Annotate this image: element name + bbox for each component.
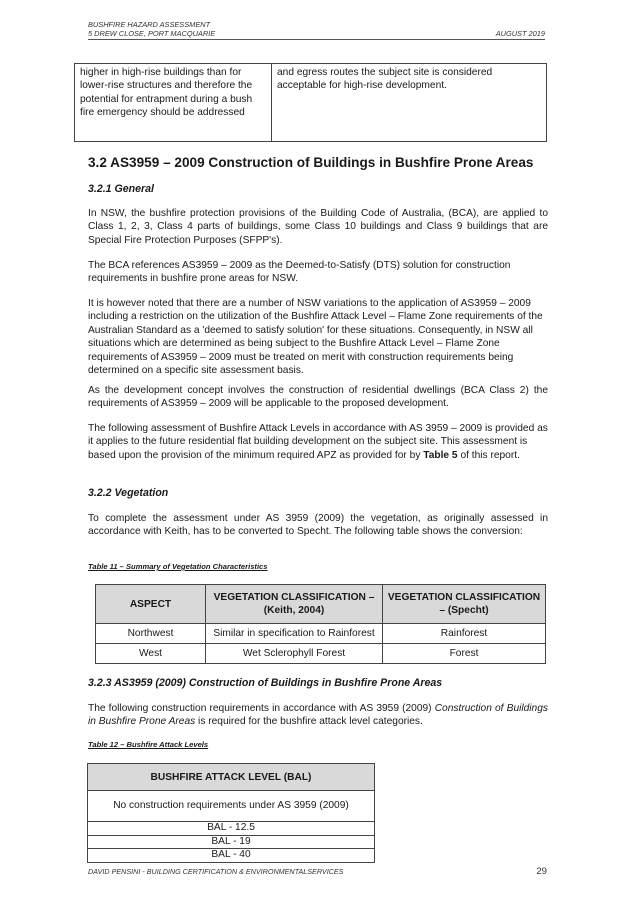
column-header-aspect: ASPECT <box>96 585 206 624</box>
table-12-caption: Table 12 – Bushfire Attack Levels <box>88 740 209 749</box>
table-cell: Wet Sclerophyll Forest <box>206 644 383 664</box>
bal-table <box>87 763 375 863</box>
continued-cell-left: higher in high-rise buildings than for lower-rise structures and therefore the potential for entrapment during a bush fire emergency should be addressed <box>75 64 272 142</box>
page-number: 29 <box>536 866 547 877</box>
table-cell: BAL - 12.5 <box>88 822 375 836</box>
table-row <box>88 849 375 863</box>
table-header-row <box>88 764 375 791</box>
table-cell: West <box>96 644 206 664</box>
paragraph-5 <box>88 422 548 462</box>
paragraph-2: The BCA references AS3959 – 2009 as the Deemed-to-Satisfy (DTS) solution for construction requirements in bushfire prone areas for NSW. <box>88 260 511 285</box>
table-row <box>75 64 547 142</box>
paragraph-3: It is however noted that there are a number of NSW variations to the application of AS3959 – 2009 including a restriction on the utilization of the Bushfire Attack Level – Flame Zone requirements of the Australian Standard as a 'deemed to satisfy solution' for these situations. Consequently, in NSW all situations which are determined as being subject to the Bushfire Attack Level – Flame Zone requirements of AS3959 – 2009 must be treated on merit with construction requirements being determined on a specific site assessment basis. <box>88 298 543 377</box>
table-cell: Similar in specification to Rainforest <box>206 624 383 644</box>
table-cell: Forest <box>383 644 546 664</box>
footer-text: DAVID PENSINI - BUILDING CERTIFICATION & ENVIRONMENTALSERVICES <box>88 867 344 876</box>
vegetation-table <box>95 584 546 664</box>
table-header-row <box>96 585 546 624</box>
column-header-keith: VEGETATION CLASSIFICATION – (Keith, 2004) <box>206 585 383 624</box>
header-address: 5 DREW CLOSE, PORT MACQUARIE <box>88 29 216 38</box>
paragraph-6: To complete the assessment under AS 3959 (2009) the vegetation, as originally assessed in accordance with Keith, has to be converted to Specht. The following table shows the conversion: <box>88 513 548 538</box>
table-cell: Northwest <box>96 624 206 644</box>
table-5-reference: Table 5 <box>423 449 458 461</box>
page-footer <box>88 866 547 877</box>
continued-cell-right: and egress routes the subject site is considered acceptable for high-rise development. <box>272 64 547 142</box>
table-row <box>96 624 546 644</box>
continued-table <box>74 63 547 142</box>
paragraph-5-suffix: of this report. <box>457 449 520 461</box>
table-cell: No construction requirements under AS 3959 (2009) <box>88 791 375 822</box>
table-row <box>88 822 375 836</box>
table-row <box>88 791 375 822</box>
construction-heading: 3.2.3 AS3959 (2009) Construction of Buildings in Bushfire Prone Areas <box>88 677 443 689</box>
vegetation-heading: 3.2.2 Vegetation <box>88 487 169 499</box>
paragraph-7-text: The following construction requirements in accordance with AS 3959 (2009) <box>88 703 435 714</box>
table-cell: BAL - 19 <box>88 835 375 849</box>
header-title: BUSHFIRE HAZARD ASSESSMENT <box>88 20 211 29</box>
column-header-bal: BUSHFIRE ATTACK LEVEL (BAL) <box>88 764 375 791</box>
header-divider <box>88 39 545 40</box>
general-heading: 3.2.1 General <box>88 183 154 195</box>
table-row <box>88 835 375 849</box>
page-header <box>88 20 545 38</box>
paragraph-7-suffix: is required for the bushfire attack level categories. <box>195 716 423 728</box>
header-date: AUGUST 2019 <box>495 29 545 38</box>
table-cell: BAL - 40 <box>88 849 375 863</box>
paragraph-5-text: The following assessment of Bushfire Attack Levels in accordance with AS 3959 – 2009 is provided as it applies to the future residential flat building development on the subject site. This assessment is based upon the provision of the minimum required APZ as provided for by <box>88 423 548 461</box>
table-cell: Rainforest <box>383 624 546 644</box>
column-header-specht: VEGETATION CLASSIFICATION – (Specht) <box>383 585 546 624</box>
table-row <box>96 644 546 664</box>
table-11-caption: Table 11 – Summary of Vegetation Characteristics <box>88 562 268 571</box>
standard-title: Construction of Buildings in Bushfire Prone Areas <box>88 703 548 728</box>
paragraph-4: As the development concept involves the construction of residential dwellings (BCA Class 2) the requirements of AS3959 – 2009 will be applicable to the proposed development. <box>88 385 548 410</box>
section-heading: 3.2 AS3959 – 2009 Construction of Buildings in Bushfire Prone Areas <box>88 155 534 170</box>
paragraph-7 <box>88 702 548 729</box>
paragraph-1: In NSW, the bushfire protection provisions of the Building Code of Australia, (BCA), are applied to Class 1, 2, 3, Class 4 parts of buildings, some Class 10 buildings and Class 9 buildings that are Special Fire Protection Purposes (SFPP's). <box>88 208 548 246</box>
